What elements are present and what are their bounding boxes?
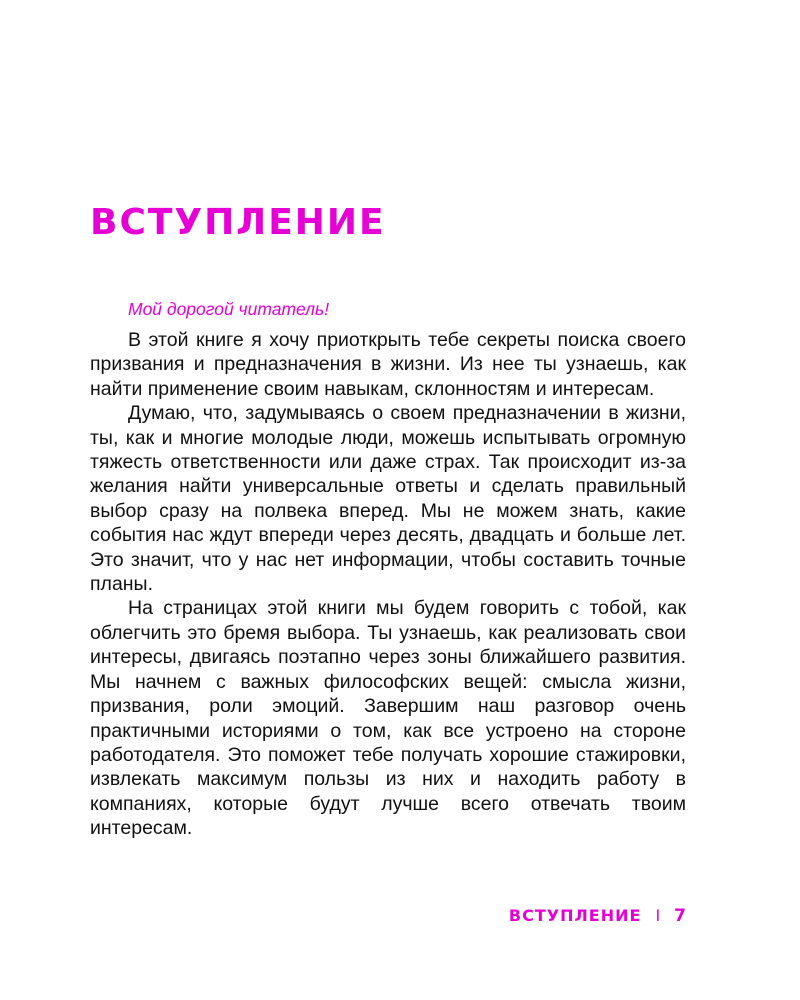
page-number: 7 (674, 906, 686, 926)
running-head: ВСТУПЛЕНИЕ (508, 906, 642, 925)
body-text (90, 296, 686, 841)
paragraph: Думаю, что, задумываясь о своем предназначении в жизни, ты, как и многие молодые люди, можешь испытывать огромную тяжесть ответственности или даже страх. Так происходит из-за желания найти универсальные ответы и сделать правильный выбор сразу на полвека вперед. Мы не можем знать, какие события нас ждут впереди через десять, двадцать и больше лет. Это значит, что у нас нет информации, чтобы составить точные планы. (90, 402, 686, 596)
salutation: Мой дорогой читатель! (128, 299, 330, 319)
paragraph: На страницах этой книги мы будем говорить с тобой, как облегчить это бремя выбора. Ты узнаешь, как реализовать свои интересы, двигаясь поэтапно через зоны ближайшего развития. Мы начнем с важных философских вещей: смысла жизни, призвания, роли эмоций. Завершим наш разговор очень практичными историями о том, как все устроено на стороне работодателя. Это поможет тебе получать хорошие стажировки, извлекать максимум пользы из них и находить работу в компаниях, которые будут лучше всего отвечать твоим интересам. (90, 597, 686, 840)
paragraph: В этой книге я хочу приоткрыть тебе секреты поиска своего призвания и предназначения в жизни. Из нее ты узнаешь, как найти применение своим навыкам, склонностям и интересам. (90, 329, 686, 400)
chapter-title: ВСТУПЛЕНИЕ (90, 202, 386, 243)
footer-separator: I (655, 906, 661, 925)
page-footer (509, 906, 686, 926)
